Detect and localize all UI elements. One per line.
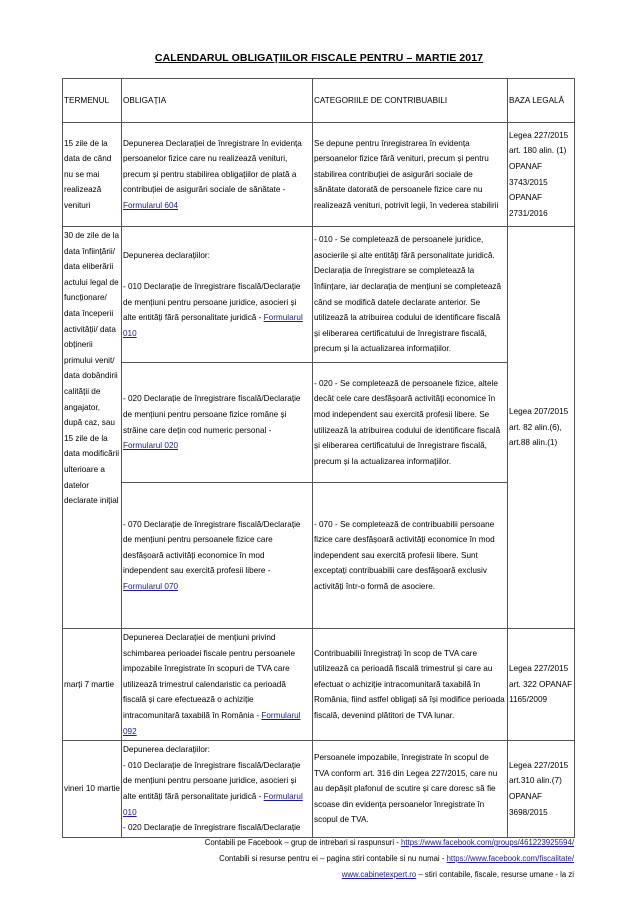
table-row (63, 483, 575, 629)
cell-obligatie (122, 629, 313, 741)
spacer (123, 263, 311, 279)
obligatie-text-2: - 020 Declarație de înregistrare fiscală/Declarație (123, 823, 301, 833)
footer-text: – stiri contabile, fiscale, resurse umane - la zi (416, 870, 574, 879)
cell-obligatie (122, 363, 313, 483)
header-categorii: CATEGORIILE DE CONTRIBUABILI (313, 79, 508, 123)
form-010-link[interactable]: Formularul 010 (123, 791, 303, 817)
obligatie-text: Depunerea Declarației de înregistrare în evidența persoanelor fizice care nu realizează venituri, precum și pentru stabilirea obligațiilor de plată a contribuției de asigurări sociale de sănătate - (123, 138, 302, 195)
header-baza: BAZA LEGALĂ (508, 79, 575, 123)
form-070-link[interactable]: Formularul 070 (123, 581, 179, 591)
obligatie-text: - 010 Declarație de înregistrare fiscală/Declarație de mențiuni pentru persoane juridice, asocieri și alte entități fără personalitate juridică - (123, 281, 301, 323)
obligatie-text: Depunerea Declarației de mențiuni privind schimbarea perioadei fiscale pentru persoanele impozabile înregistrate în scopuri de TVA care utilizează trimestrul calendaristic ca perioadă fiscală și care efectuează o achiziție intracomunitară taxabilă în România - (123, 633, 296, 720)
form-010-link[interactable]: Formularul 010 (123, 313, 303, 338)
cell-termen: vineri 10 martie (63, 741, 122, 838)
cell-termen: marți 7 martie (63, 629, 122, 741)
facebook-page-link[interactable]: https://www.facebook.com/fiscalitate/ (446, 854, 574, 863)
obligatie-intro: Depunerea declarațiilor: (123, 745, 210, 755)
cell-obligatie (122, 123, 313, 227)
cell-categorii: Contribuabilii înregistrați în scop de TVA care utilizează ca perioadă fiscală trimestrul și care au efectuat o achiziție intracomunitară taxabilă în România, fiind astfel obligați să își modifice perioada fiscală, devenind plătitori de TVA lunar. (313, 629, 508, 741)
cell-obligatie (122, 227, 313, 363)
cell-categorii: - 010 - Se completează de persoanele juridice, asocierile și alte entități fără personalitate juridică. Declarația de înregistrare se completează la înființare, iar declarația de mențiuni se completează când se modifică datele declarate anterior. Se utilizează la atribuirea codului de identificare fiscală și eliberarea certificatului de înregistrare fiscală, precum și la actualizarea informațiilor. (313, 227, 508, 363)
footer-line (62, 851, 574, 867)
page-footer (62, 835, 574, 883)
table-row (63, 363, 575, 483)
table-row (63, 629, 575, 741)
obligatie-intro: Depunerea declarațiilor: (123, 250, 210, 260)
obligatie-text: - 010 Declarație de înregistrare fiscală/Declarație de mențiuni pentru persoane juridice, asocieri și alte entități fără personalitate juridică - (123, 760, 301, 801)
cell-categorii: Se depune pentru înregistrarea în evidența persoanelor fizice fără venituri, precum și pentru stabilirea contribuției de asigurări sociale de sănătate datorată de persoanele fizice care nu realizează venituri, potrivit legii, în vederea stabilirii (313, 123, 508, 227)
cell-categorii: - 070 - Se completează de contribuabilii persoane fizice care desfășoară activități economice în mod independent sau exercită profesii libere. Sunt exceptați contribuabilii care desfășoară exclusiv activități într-o formă de asociere. (313, 483, 508, 629)
fiscal-calendar-table (62, 78, 575, 838)
obligatie-text: - 020 Declarație de înregistrare fiscală/Declarație de mențiuni pentru persoane fizice române și străine care dețin cod numeric personal - (123, 394, 301, 435)
header-obligatie: OBLIGAȚIA (122, 79, 313, 123)
table-header-row (63, 79, 575, 123)
table-row (63, 123, 575, 227)
header-termen: TERMENUL (63, 79, 122, 123)
form-092-link[interactable]: Formularul 092 (123, 710, 301, 736)
website-link[interactable]: www.cabinetexpert.ro (341, 870, 417, 879)
cell-categorii: - 020 - Se completează de persoanele fizice, altele decât cele care desfășoară activități economice în mod independent sau exercită profesii libere. Se utilizează la atribuirea codului de identificare fiscală și eliberarea certificatului de înregistrare fiscală, precum și la actualizarea informațiilor. (313, 363, 508, 483)
cell-baza: Legea 227/2015 art. 322 OPANAF 1165/2009 (508, 629, 575, 741)
footer-text: Contabili si resurse pentru ei – pagina stiri contabile si nu numai - (219, 854, 447, 863)
cell-termen: 15 zile de la data de când nu se mai realizează venituri (63, 123, 122, 227)
page-title: CALENDARUL OBLIGAŢIILOR FISCALE PENTRU – MARTIE 2017 (154, 52, 484, 64)
form-020-link[interactable]: Formularul 020 (123, 441, 179, 451)
facebook-group-link[interactable]: https://www.facebook.com/groups/461223925594/ (401, 838, 574, 847)
cell-termen: 30 de zile de la data înființării/ data eliberării actului legal de funcționare/ data începerii activității/ data obținerii primului venit/ data dobândirii calității de angajator, după caz, sau 15 zile de la data modificării ulterioare a datelor declarate inițial (63, 227, 122, 629)
cell-baza: Legea 207/2015 art. 82 alin.(6), art.88 alin.(1) (508, 227, 575, 629)
cell-obligatie (122, 741, 313, 838)
footer-line (62, 835, 574, 851)
table-row (63, 227, 575, 363)
table-row (63, 741, 575, 838)
cell-baza: Legea 227/2015 art. 180 alin. (1) OPANAF 3743/2015 OPANAF 2731/2016 (508, 123, 575, 227)
footer-text: Contabili pe Facebook – grup de intrebari si raspunsuri - (204, 838, 402, 847)
obligatie-text: - 070 Declarație de înregistrare fiscală/Declarație de mențiuni pentru persoanele fizice care desfășoară activități economice în mod independent sau exercită profesii libere - (123, 519, 301, 576)
footer-line (62, 867, 574, 883)
cell-baza: Legea 227/2015 art.310 alin.(7) OPANAF 3698/2015 (508, 741, 575, 838)
form-604-link[interactable]: Formularul 604 (123, 200, 179, 210)
cell-obligatie (122, 483, 313, 629)
cell-categorii: Persoanele impozabile, înregistrate în scopul de TVA conform art. 316 din Legea 227/2015, care nu au depășit plafonul de scutire și care doresc să fie scoase din evidența persoanelor înregistrate în scopul de TVA. (313, 741, 508, 838)
